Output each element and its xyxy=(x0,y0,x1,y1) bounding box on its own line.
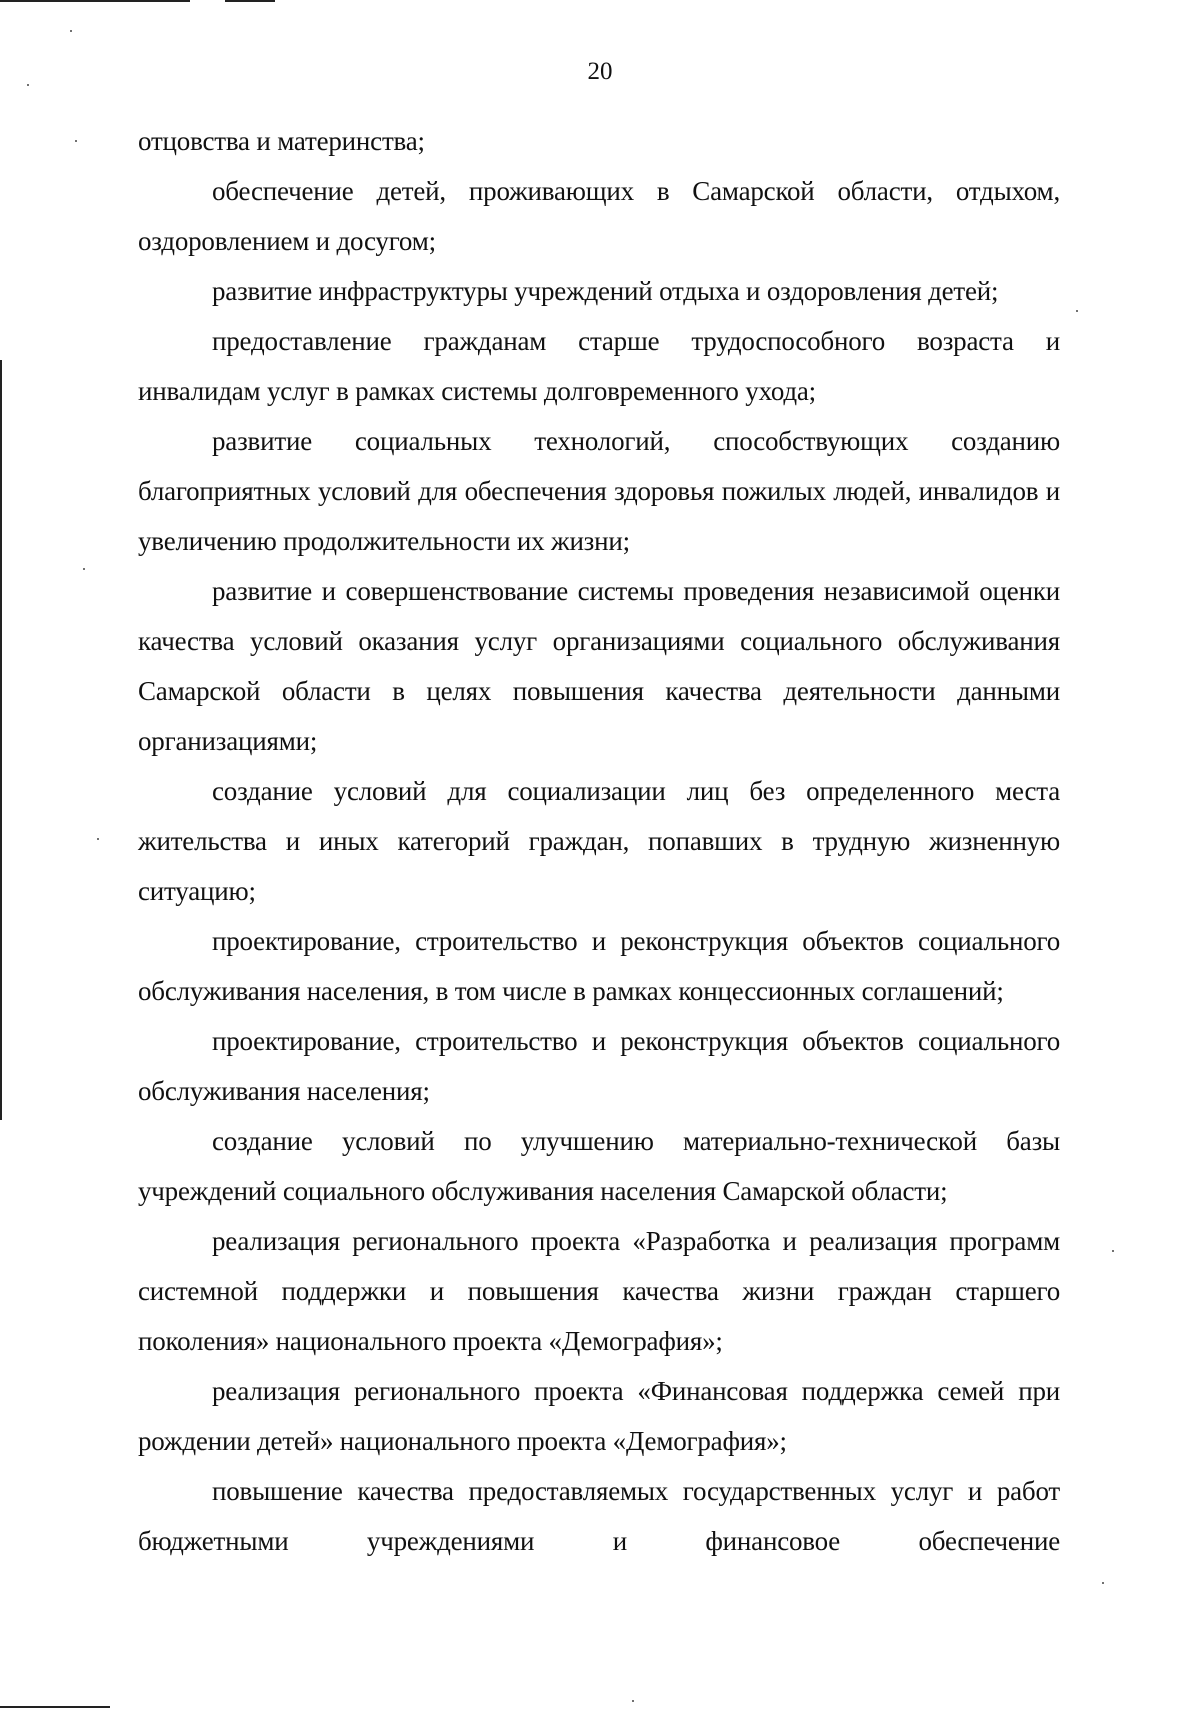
paragraph-continued: отцовства и материнства; xyxy=(138,126,425,156)
scan-edge-top-left xyxy=(0,0,190,2)
scan-edge-bottom-left xyxy=(0,1706,110,1708)
paragraph: развитие инфраструктуры учреждений отдыха и оздоровления детей; xyxy=(212,276,999,306)
scan-speck xyxy=(632,1700,634,1702)
page-number: 20 xyxy=(587,58,613,85)
paragraph: проектирование, строительство и реконструкция объектов социального обслуживания населения, в том числе в рамках концессионных соглашений; xyxy=(138,926,1060,1006)
scan-speck xyxy=(70,30,72,32)
paragraph: развитие социальных технологий, способствующих созданию благоприятных условий для обеспечения здоровья пожилых людей, инвалидов и увеличению продолжительности их жизни; xyxy=(138,426,1060,556)
paragraph: реализация регионального проекта «Финансовая поддержка семей при рождении детей» национального проекта «Демография»; xyxy=(138,1376,1060,1456)
paragraph: обеспечение детей, проживающих в Самарской области, отдыхом, оздоровлением и досугом; xyxy=(138,176,1060,256)
paragraph: предоставление гражданам старше трудоспособного возраста и инвалидам услуг в рамках системы долговременного ухода; xyxy=(138,326,1060,406)
scan-edge-top-right xyxy=(225,0,275,2)
document-body xyxy=(138,116,1060,1566)
scan-speck xyxy=(83,568,85,570)
scan-speck xyxy=(1112,1250,1114,1252)
paragraph: проектирование, строительство и реконструкция объектов социального обслуживания населения; xyxy=(138,1026,1060,1106)
scan-edge-left xyxy=(0,360,2,1120)
paragraph: развитие и совершенствование системы проведения независимой оценки качества условий оказания услуг организациями социального обслуживания Самарской области в целях повышения качества деятельности данными организациями; xyxy=(138,576,1060,756)
scan-speck xyxy=(97,838,99,840)
paragraph: реализация регионального проекта «Разработка и реализация программ системной поддержки и повышения качества жизни граждан старшего поколения» национального проекта «Демография»; xyxy=(138,1226,1060,1356)
paragraph: создание условий по улучшению материально-технической базы учреждений социального обслуживания населения Самарской области; xyxy=(138,1126,1060,1206)
paragraph-truncated: повышение качества предоставляемых государственных услуг и работ бюджетными учреждениями и финансовое обеспечение xyxy=(138,1476,1060,1556)
scan-speck xyxy=(75,140,77,142)
scan-speck xyxy=(1076,310,1078,312)
paragraph: создание условий для социализации лиц без определенного места жительства и иных категорий граждан, попавших в трудную жизненную ситуацию; xyxy=(138,776,1060,906)
scan-speck xyxy=(1102,1582,1104,1584)
